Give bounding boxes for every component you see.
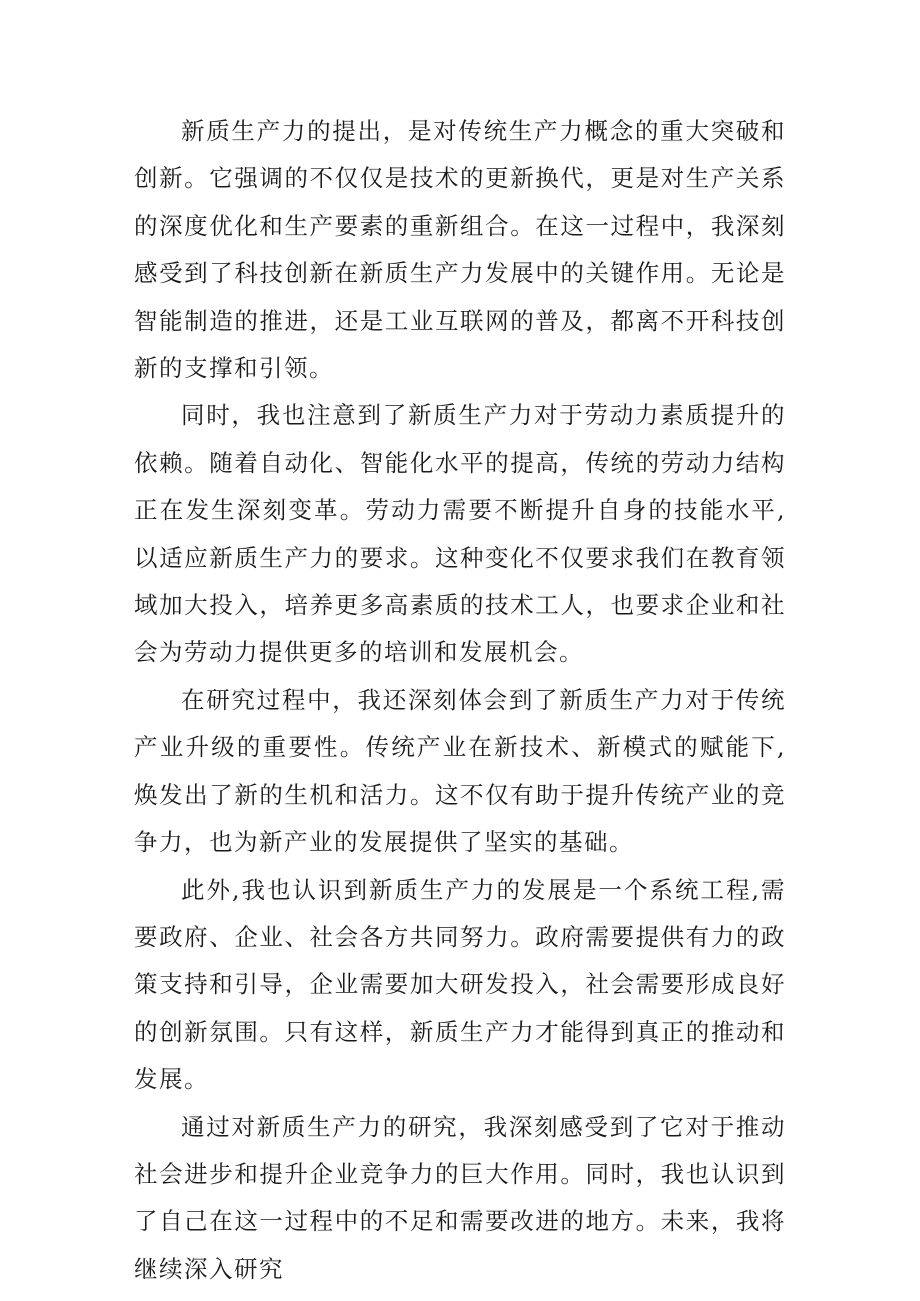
document-body [134,108,786,1293]
paragraph-5: 通过对新质生产力的研究，我深刻感受到了它对于推动社会进步和提升企业竞争力的巨大作用。同时，我也认识到了自己在这一过程中的不足和需要改进的地方。未来，我将继续深入研究 [134,1112,786,1283]
paragraph-2: 同时，我也注意到了新质生产力对于劳动力素质提升的依赖。随着自动化、智能化水平的提高，传统的劳动力结构正在发生深刻变革。劳动力需要不断提升自身的技能水平,以适应新质生产力的要求。这种变化不仅要求我们在教育领域加大投入，培养更多高素质的技术工人，也要求企业和社会为劳动力提供更多的培训和发展机会。 [134,401,786,667]
paragraph-3: 在研究过程中，我还深刻体会到了新质生产力对于传统产业升级的重要性。传统产业在新技术、新模式的赋能下,焕发出了新的生机和活力。这不仅有助于提升传统产业的竞争力，也为新产业的发展提供了坚实的基础。 [134,685,786,857]
paragraph-1: 新质生产力的提出，是对传统生产力概念的重大突破和创新。它强调的不仅仅是技术的更新换代，更是对生产关系的深度优化和生产要素的重新组合。在这一过程中，我深刻感受到了科技创新在新质生产力发展中的关键作用。无论是智能制造的推进，还是工业互联网的普及，都离不开科技创新的支撑和引领。 [134,117,786,383]
paragraph-4: 此外,我也认识到新质生产力的发展是一个系统工程,需要政府、企业、社会各方共同努力。政府需要提供有力的政策支持和引导，企业需要加大研发投入，社会需要形成良好的创新氛围。只有这样，新质生产力才能得到真正的推动和发展。 [134,875,786,1094]
